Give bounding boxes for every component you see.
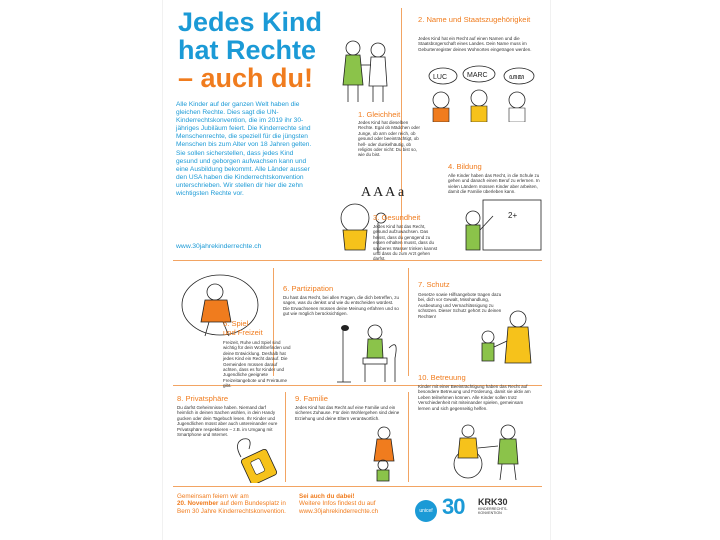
divider	[408, 392, 409, 482]
section-7-text: Gesetze sowie Hilfsangebote tragen dazu bei, dich vor Gewalt, Misshandlung, Ausbeutung und Vernachlässigung zu schützen. Dieser Schutz gehört zu deinen Rechten!	[418, 292, 502, 319]
intro-url: www.30jahrekinderrechte.ch	[176, 243, 262, 250]
illustration-equality	[333, 30, 403, 110]
title-line-1: Jedes Kind	[178, 7, 323, 37]
title-line-2: hat Rechte	[178, 35, 317, 65]
section-10-text: Kinder mit einer Beeinträchtigung haben das Recht auf besondere Betreuung und Förderung, damit sie aktiv am Leben teilnehmen können. Alle Kinder sollen trotz Verschiedenheit mit miteinander spielen, gemeinsam lernen und sich gegenseitig helfen.	[418, 384, 531, 411]
illustration-education	[453, 198, 543, 256]
illustration-family	[361, 425, 407, 483]
section-2-text: Jedes Kind hat ein Recht auf einen Namen und die Staatsbürgerschaft eines Landes. Dein Name muss im Geburtenregister deines Wohnortes eingetragen werden.	[418, 36, 532, 52]
footer-date: 20. November	[177, 500, 219, 508]
divider	[408, 268, 409, 376]
illustration-privacy	[223, 435, 283, 483]
title-line-3: – auch du!	[178, 63, 314, 93]
section-8-title: 8. Privatsphäre	[177, 394, 229, 403]
footer-middle: Sei auch du dabei! Weitere Infos findest du auf www.30jahrekinderrechte.ch	[299, 493, 379, 515]
section-3-title: 3. Gesundheit	[373, 213, 421, 222]
section-7-title: 7. Schutz	[418, 280, 450, 289]
poster-title	[178, 8, 322, 92]
aaa-text: A A A a	[361, 185, 405, 200]
section-8-text: Du darfst Geheimnisse haben. Niemand darf heimlich in deinen Sachen wühlen, in dein Handy gucken oder dein Tagebuch lesen. Ihr Kinder und Jugendlichen müsst aber auch untereinander eure Privatsphäre respektieren – z.B. im Umgang mit Smartphone und Internet.	[177, 405, 278, 438]
illustration-participation	[333, 318, 408, 386]
section-4-text: Alle Kinder haben das Recht, in die Schule zu gehen und danach einen Beruf zu erlernen. In vielen Ländern müssen Kinder aber arbeiten, damit die Familie überleben kann.	[448, 173, 540, 195]
illustration-care	[438, 418, 538, 484]
unicef-logo: unicef	[415, 500, 437, 522]
section-9-title: 9. Familie	[295, 394, 328, 403]
footer-left: Gemeinsam feiern wir am 20. November auf dem Bundesplatz in Bern 30 Jahre Kinderrechtskonvention.	[177, 493, 286, 515]
section-1-text: Jedes Kind hat dieselben Rechte. Egal ob Mädchen oder Junge, ob arm oder reich, ob gesund oder beeinträchtigt, ob hell- oder dunkelhäutig, ob religiös oder nicht: Du bist so, wie du bist.	[358, 120, 421, 158]
math-text: 2+	[508, 211, 518, 220]
footer-url[interactable]: www.30jahrekinderrechte.ch	[299, 507, 379, 515]
section-3-text: Jedes Kind hat das Recht, gesund aufzuwachsen. Das heisst, dass du genügend zu essen erhalten musst, dass du sauberes Wasser trinken kannst und dass du zum Arzt gehen darfst.	[373, 224, 438, 262]
30-logo: 30	[442, 494, 465, 519]
krk30-logo: KRK30 KINDERRECHTS- KONVENTION	[478, 497, 508, 515]
speech-marc: MARC	[467, 72, 488, 79]
section-6-text: Du hast das Recht, bei allen Fragen, die dich betreffen, zu sagen, was du denkst und wie du entscheiden würdest. Die Erwachsenen müssen deine Meinung erfahren und so gut wie möglich berücksichtigen.	[283, 295, 399, 317]
section-9-text: Jedes Kind hat das Recht auf eine Familie und ein sicheres Zuhause. Für dein Wohlergehen sind deine Erziehung und deine Eltern verantwortlich.	[295, 405, 400, 421]
section-5-text: Freizeit, Ruhe und Spiel sind wichtig für dein Wohlbefinden und deine Entwicklung. Deshalb hat jedes Kind ein Recht darauf. Die Gemeinden müssen darauf achten, dass es für Kinder und Jugendliche geeignete Freizeitangebote und Freiräume gibt.	[223, 340, 291, 389]
speech-luc: LUC	[433, 74, 448, 81]
poster	[162, 0, 551, 540]
illustration-names	[421, 62, 541, 122]
section-6-title: 6. Partizipation	[283, 284, 334, 293]
illustration-protection	[463, 305, 543, 377]
intro-text: Alle Kinder auf der ganzen Welt haben die gleichen Rechte. Dies sagt die UN-Kinderrechtskonvention, die im 2019 ihr 30-jähriges Jubiläum feiert. Die Kinderrechte sind Menschenrechte, die speziell für die jüngsten Menschen bis zum Alter von 18 Jahren gelten. Sie sollen sicherstellen, dass jedes Kind gesund und geborgen aufwachsen kann und eine Ausbildung bekommt. Alle Länder ausser den USA haben die Kinderrechtskonvention unterschrieben. Wir stellen dir hier die zehn wichtigsten Rechte vor.	[176, 101, 312, 198]
speech-foreign: ꦲꦩ	[509, 73, 525, 81]
section-5-title-1: 5. Spiel	[223, 319, 249, 328]
divider	[285, 392, 286, 482]
section-1-title: 1. Gleichheit	[358, 110, 401, 119]
section-2-title: 2. Name und Staatszugehörigkeit	[418, 15, 531, 24]
section-5-title-2: und Freizeit	[223, 328, 263, 337]
divider	[173, 486, 542, 487]
section-10-title: 10. Betreuung	[418, 373, 466, 382]
section-4-title: 4. Bildung	[448, 162, 482, 171]
divider	[173, 260, 542, 261]
